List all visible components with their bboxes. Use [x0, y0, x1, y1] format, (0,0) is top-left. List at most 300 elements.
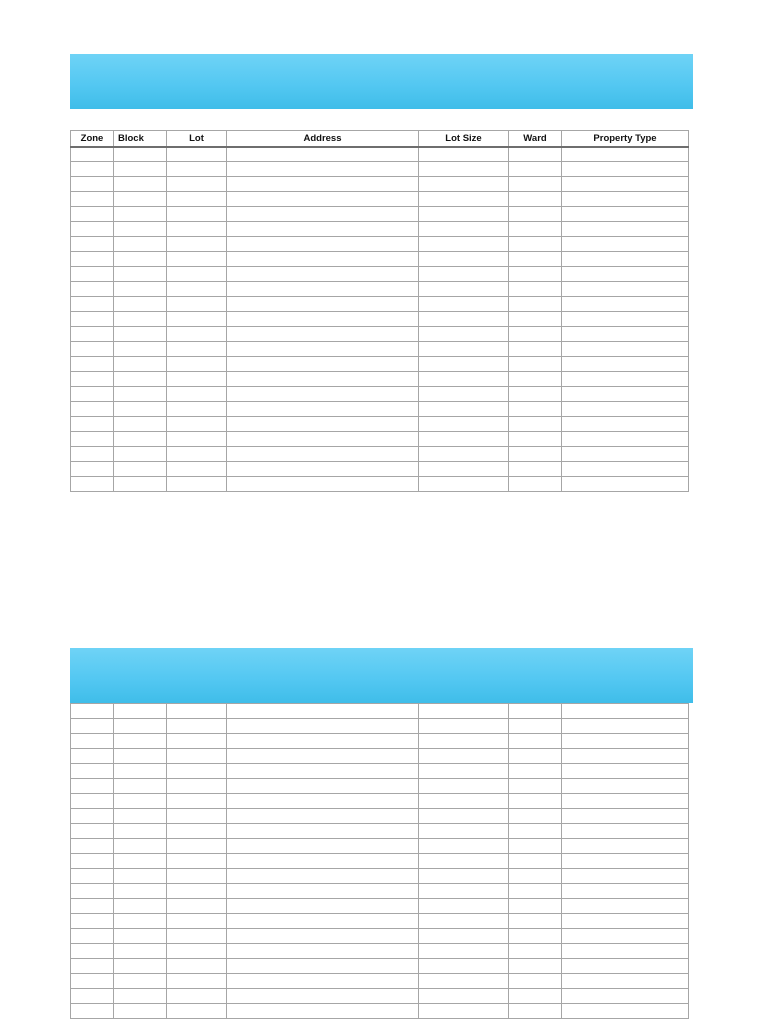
cell-property-type[interactable]	[562, 387, 689, 402]
cell-block[interactable]	[114, 282, 167, 297]
cell-lot-size[interactable]	[419, 824, 509, 839]
cell-ward[interactable]	[509, 719, 562, 734]
cell-lot-size[interactable]	[419, 974, 509, 989]
cell-zone[interactable]	[71, 237, 114, 252]
cell-zone[interactable]	[71, 854, 114, 869]
cell-lot[interactable]	[167, 342, 227, 357]
cell-lot[interactable]	[167, 1004, 227, 1019]
cell-lot[interactable]	[167, 704, 227, 719]
cell-ward[interactable]	[509, 357, 562, 372]
cell-lot[interactable]	[167, 719, 227, 734]
cell-address[interactable]	[227, 282, 419, 297]
cell-lot-size[interactable]	[419, 462, 509, 477]
cell-address[interactable]	[227, 312, 419, 327]
cell-block[interactable]	[114, 884, 167, 899]
cell-zone[interactable]	[71, 974, 114, 989]
cell-lot[interactable]	[167, 462, 227, 477]
cell-block[interactable]	[114, 929, 167, 944]
cell-zone[interactable]	[71, 282, 114, 297]
cell-address[interactable]	[227, 809, 419, 824]
cell-zone[interactable]	[71, 342, 114, 357]
cell-property-type[interactable]	[562, 809, 689, 824]
cell-zone[interactable]	[71, 207, 114, 222]
cell-property-type[interactable]	[562, 477, 689, 492]
cell-address[interactable]	[227, 402, 419, 417]
cell-address[interactable]	[227, 387, 419, 402]
cell-zone[interactable]	[71, 779, 114, 794]
cell-lot-size[interactable]	[419, 884, 509, 899]
cell-block[interactable]	[114, 447, 167, 462]
cell-block[interactable]	[114, 237, 167, 252]
cell-ward[interactable]	[509, 447, 562, 462]
cell-lot[interactable]	[167, 447, 227, 462]
cell-ward[interactable]	[509, 854, 562, 869]
cell-lot[interactable]	[167, 959, 227, 974]
cell-lot[interactable]	[167, 297, 227, 312]
cell-ward[interactable]	[509, 914, 562, 929]
cell-lot-size[interactable]	[419, 794, 509, 809]
cell-zone[interactable]	[71, 884, 114, 899]
cell-block[interactable]	[114, 1004, 167, 1019]
cell-zone[interactable]	[71, 147, 114, 162]
cell-block[interactable]	[114, 297, 167, 312]
cell-address[interactable]	[227, 372, 419, 387]
cell-property-type[interactable]	[562, 944, 689, 959]
cell-ward[interactable]	[509, 974, 562, 989]
cell-address[interactable]	[227, 267, 419, 282]
cell-address[interactable]	[227, 824, 419, 839]
cell-lot-size[interactable]	[419, 869, 509, 884]
cell-lot-size[interactable]	[419, 402, 509, 417]
cell-zone[interactable]	[71, 222, 114, 237]
cell-ward[interactable]	[509, 704, 562, 719]
cell-zone[interactable]	[71, 357, 114, 372]
cell-address[interactable]	[227, 327, 419, 342]
cell-lot[interactable]	[167, 899, 227, 914]
cell-lot[interactable]	[167, 357, 227, 372]
cell-zone[interactable]	[71, 704, 114, 719]
cell-lot-size[interactable]	[419, 282, 509, 297]
cell-property-type[interactable]	[562, 854, 689, 869]
cell-block[interactable]	[114, 719, 167, 734]
cell-lot[interactable]	[167, 779, 227, 794]
cell-ward[interactable]	[509, 809, 562, 824]
cell-zone[interactable]	[71, 372, 114, 387]
cell-zone[interactable]	[71, 252, 114, 267]
cell-lot[interactable]	[167, 989, 227, 1004]
cell-address[interactable]	[227, 297, 419, 312]
cell-property-type[interactable]	[562, 417, 689, 432]
cell-block[interactable]	[114, 899, 167, 914]
cell-block[interactable]	[114, 869, 167, 884]
cell-block[interactable]	[114, 779, 167, 794]
cell-zone[interactable]	[71, 477, 114, 492]
cell-ward[interactable]	[509, 147, 562, 162]
cell-property-type[interactable]	[562, 794, 689, 809]
cell-ward[interactable]	[509, 1004, 562, 1019]
cell-address[interactable]	[227, 432, 419, 447]
cell-block[interactable]	[114, 432, 167, 447]
cell-property-type[interactable]	[562, 447, 689, 462]
cell-lot-size[interactable]	[419, 914, 509, 929]
cell-ward[interactable]	[509, 477, 562, 492]
cell-ward[interactable]	[509, 252, 562, 267]
cell-block[interactable]	[114, 989, 167, 1004]
cell-block[interactable]	[114, 417, 167, 432]
cell-address[interactable]	[227, 192, 419, 207]
cell-block[interactable]	[114, 764, 167, 779]
cell-block[interactable]	[114, 222, 167, 237]
cell-block[interactable]	[114, 252, 167, 267]
cell-lot-size[interactable]	[419, 297, 509, 312]
cell-zone[interactable]	[71, 432, 114, 447]
cell-block[interactable]	[114, 372, 167, 387]
cell-zone[interactable]	[71, 387, 114, 402]
cell-ward[interactable]	[509, 177, 562, 192]
cell-lot[interactable]	[167, 914, 227, 929]
cell-property-type[interactable]	[562, 432, 689, 447]
cell-lot[interactable]	[167, 734, 227, 749]
cell-lot[interactable]	[167, 237, 227, 252]
cell-lot-size[interactable]	[419, 222, 509, 237]
cell-address[interactable]	[227, 417, 419, 432]
cell-ward[interactable]	[509, 297, 562, 312]
cell-property-type[interactable]	[562, 779, 689, 794]
cell-block[interactable]	[114, 704, 167, 719]
cell-lot-size[interactable]	[419, 207, 509, 222]
cell-lot[interactable]	[167, 177, 227, 192]
cell-block[interactable]	[114, 749, 167, 764]
cell-ward[interactable]	[509, 342, 562, 357]
cell-ward[interactable]	[509, 989, 562, 1004]
cell-lot-size[interactable]	[419, 989, 509, 1004]
cell-ward[interactable]	[509, 222, 562, 237]
cell-property-type[interactable]	[562, 764, 689, 779]
cell-zone[interactable]	[71, 989, 114, 1004]
cell-lot-size[interactable]	[419, 387, 509, 402]
cell-ward[interactable]	[509, 372, 562, 387]
cell-property-type[interactable]	[562, 929, 689, 944]
cell-property-type[interactable]	[562, 704, 689, 719]
cell-property-type[interactable]	[562, 974, 689, 989]
cell-lot[interactable]	[167, 267, 227, 282]
cell-property-type[interactable]	[562, 267, 689, 282]
cell-zone[interactable]	[71, 192, 114, 207]
cell-property-type[interactable]	[562, 989, 689, 1004]
cell-lot-size[interactable]	[419, 432, 509, 447]
cell-lot-size[interactable]	[419, 237, 509, 252]
cell-zone[interactable]	[71, 944, 114, 959]
cell-lot[interactable]	[167, 794, 227, 809]
cell-property-type[interactable]	[562, 357, 689, 372]
cell-property-type[interactable]	[562, 177, 689, 192]
cell-lot-size[interactable]	[419, 854, 509, 869]
cell-lot-size[interactable]	[419, 704, 509, 719]
cell-lot[interactable]	[167, 192, 227, 207]
cell-property-type[interactable]	[562, 959, 689, 974]
cell-property-type[interactable]	[562, 252, 689, 267]
cell-lot-size[interactable]	[419, 342, 509, 357]
cell-address[interactable]	[227, 899, 419, 914]
cell-lot-size[interactable]	[419, 477, 509, 492]
cell-block[interactable]	[114, 357, 167, 372]
cell-zone[interactable]	[71, 899, 114, 914]
cell-ward[interactable]	[509, 207, 562, 222]
cell-property-type[interactable]	[562, 327, 689, 342]
cell-ward[interactable]	[509, 734, 562, 749]
cell-ward[interactable]	[509, 327, 562, 342]
cell-address[interactable]	[227, 147, 419, 162]
cell-ward[interactable]	[509, 839, 562, 854]
cell-block[interactable]	[114, 734, 167, 749]
cell-property-type[interactable]	[562, 884, 689, 899]
cell-lot-size[interactable]	[419, 839, 509, 854]
cell-block[interactable]	[114, 207, 167, 222]
cell-lot-size[interactable]	[419, 327, 509, 342]
cell-lot[interactable]	[167, 282, 227, 297]
cell-lot-size[interactable]	[419, 944, 509, 959]
cell-block[interactable]	[114, 839, 167, 854]
cell-ward[interactable]	[509, 267, 562, 282]
cell-ward[interactable]	[509, 944, 562, 959]
cell-lot[interactable]	[167, 372, 227, 387]
cell-lot[interactable]	[167, 162, 227, 177]
cell-lot[interactable]	[167, 749, 227, 764]
cell-zone[interactable]	[71, 809, 114, 824]
cell-block[interactable]	[114, 387, 167, 402]
cell-lot-size[interactable]	[419, 162, 509, 177]
cell-property-type[interactable]	[562, 162, 689, 177]
cell-block[interactable]	[114, 267, 167, 282]
cell-lot-size[interactable]	[419, 417, 509, 432]
cell-ward[interactable]	[509, 282, 562, 297]
cell-lot[interactable]	[167, 402, 227, 417]
cell-ward[interactable]	[509, 959, 562, 974]
cell-property-type[interactable]	[562, 207, 689, 222]
cell-address[interactable]	[227, 914, 419, 929]
cell-address[interactable]	[227, 944, 419, 959]
cell-property-type[interactable]	[562, 297, 689, 312]
cell-zone[interactable]	[71, 177, 114, 192]
cell-property-type[interactable]	[562, 899, 689, 914]
cell-property-type[interactable]	[562, 192, 689, 207]
cell-block[interactable]	[114, 462, 167, 477]
cell-zone[interactable]	[71, 297, 114, 312]
cell-ward[interactable]	[509, 312, 562, 327]
cell-property-type[interactable]	[562, 147, 689, 162]
cell-lot-size[interactable]	[419, 779, 509, 794]
cell-address[interactable]	[227, 959, 419, 974]
cell-address[interactable]	[227, 854, 419, 869]
cell-address[interactable]	[227, 177, 419, 192]
cell-zone[interactable]	[71, 764, 114, 779]
cell-ward[interactable]	[509, 162, 562, 177]
cell-lot-size[interactable]	[419, 749, 509, 764]
cell-address[interactable]	[227, 447, 419, 462]
cell-ward[interactable]	[509, 192, 562, 207]
cell-ward[interactable]	[509, 764, 562, 779]
cell-block[interactable]	[114, 177, 167, 192]
cell-block[interactable]	[114, 327, 167, 342]
cell-property-type[interactable]	[562, 824, 689, 839]
cell-address[interactable]	[227, 207, 419, 222]
cell-lot-size[interactable]	[419, 899, 509, 914]
cell-property-type[interactable]	[562, 222, 689, 237]
cell-ward[interactable]	[509, 387, 562, 402]
cell-lot[interactable]	[167, 147, 227, 162]
cell-zone[interactable]	[71, 312, 114, 327]
cell-lot[interactable]	[167, 974, 227, 989]
cell-ward[interactable]	[509, 462, 562, 477]
cell-property-type[interactable]	[562, 312, 689, 327]
cell-ward[interactable]	[509, 869, 562, 884]
cell-lot[interactable]	[167, 839, 227, 854]
cell-zone[interactable]	[71, 1004, 114, 1019]
cell-lot-size[interactable]	[419, 312, 509, 327]
cell-lot-size[interactable]	[419, 252, 509, 267]
cell-lot[interactable]	[167, 869, 227, 884]
cell-address[interactable]	[227, 794, 419, 809]
cell-zone[interactable]	[71, 824, 114, 839]
cell-lot-size[interactable]	[419, 1004, 509, 1019]
cell-ward[interactable]	[509, 899, 562, 914]
cell-ward[interactable]	[509, 417, 562, 432]
cell-block[interactable]	[114, 342, 167, 357]
cell-address[interactable]	[227, 884, 419, 899]
cell-zone[interactable]	[71, 794, 114, 809]
cell-block[interactable]	[114, 944, 167, 959]
cell-block[interactable]	[114, 312, 167, 327]
cell-lot[interactable]	[167, 312, 227, 327]
cell-ward[interactable]	[509, 779, 562, 794]
cell-lot[interactable]	[167, 944, 227, 959]
cell-ward[interactable]	[509, 749, 562, 764]
cell-address[interactable]	[227, 734, 419, 749]
cell-zone[interactable]	[71, 749, 114, 764]
cell-zone[interactable]	[71, 462, 114, 477]
cell-property-type[interactable]	[562, 462, 689, 477]
cell-block[interactable]	[114, 974, 167, 989]
cell-zone[interactable]	[71, 914, 114, 929]
cell-address[interactable]	[227, 839, 419, 854]
cell-zone[interactable]	[71, 869, 114, 884]
cell-ward[interactable]	[509, 824, 562, 839]
cell-lot-size[interactable]	[419, 764, 509, 779]
cell-lot[interactable]	[167, 809, 227, 824]
cell-ward[interactable]	[509, 237, 562, 252]
cell-block[interactable]	[114, 147, 167, 162]
cell-block[interactable]	[114, 794, 167, 809]
cell-lot[interactable]	[167, 929, 227, 944]
cell-property-type[interactable]	[562, 282, 689, 297]
cell-property-type[interactable]	[562, 342, 689, 357]
cell-lot[interactable]	[167, 207, 227, 222]
cell-address[interactable]	[227, 342, 419, 357]
cell-lot-size[interactable]	[419, 192, 509, 207]
cell-zone[interactable]	[71, 719, 114, 734]
cell-ward[interactable]	[509, 794, 562, 809]
cell-ward[interactable]	[509, 884, 562, 899]
cell-address[interactable]	[227, 237, 419, 252]
cell-lot-size[interactable]	[419, 809, 509, 824]
cell-block[interactable]	[114, 192, 167, 207]
cell-zone[interactable]	[71, 417, 114, 432]
cell-lot-size[interactable]	[419, 177, 509, 192]
cell-lot[interactable]	[167, 222, 227, 237]
cell-address[interactable]	[227, 222, 419, 237]
cell-address[interactable]	[227, 252, 419, 267]
cell-zone[interactable]	[71, 402, 114, 417]
cell-property-type[interactable]	[562, 1004, 689, 1019]
cell-ward[interactable]	[509, 929, 562, 944]
cell-lot[interactable]	[167, 387, 227, 402]
cell-lot[interactable]	[167, 824, 227, 839]
cell-property-type[interactable]	[562, 402, 689, 417]
cell-ward[interactable]	[509, 432, 562, 447]
cell-lot[interactable]	[167, 252, 227, 267]
cell-property-type[interactable]	[562, 749, 689, 764]
cell-block[interactable]	[114, 402, 167, 417]
cell-lot[interactable]	[167, 884, 227, 899]
cell-zone[interactable]	[71, 929, 114, 944]
cell-address[interactable]	[227, 462, 419, 477]
cell-property-type[interactable]	[562, 237, 689, 252]
cell-property-type[interactable]	[562, 839, 689, 854]
cell-zone[interactable]	[71, 162, 114, 177]
cell-block[interactable]	[114, 162, 167, 177]
cell-address[interactable]	[227, 477, 419, 492]
cell-lot-size[interactable]	[419, 447, 509, 462]
cell-address[interactable]	[227, 764, 419, 779]
cell-zone[interactable]	[71, 959, 114, 974]
cell-address[interactable]	[227, 719, 419, 734]
cell-address[interactable]	[227, 1004, 419, 1019]
cell-lot[interactable]	[167, 854, 227, 869]
cell-lot[interactable]	[167, 477, 227, 492]
cell-lot-size[interactable]	[419, 929, 509, 944]
cell-lot-size[interactable]	[419, 734, 509, 749]
cell-lot[interactable]	[167, 432, 227, 447]
cell-block[interactable]	[114, 854, 167, 869]
cell-address[interactable]	[227, 357, 419, 372]
cell-zone[interactable]	[71, 839, 114, 854]
cell-lot[interactable]	[167, 417, 227, 432]
cell-lot-size[interactable]	[419, 147, 509, 162]
cell-block[interactable]	[114, 959, 167, 974]
cell-property-type[interactable]	[562, 734, 689, 749]
cell-address[interactable]	[227, 989, 419, 1004]
cell-lot-size[interactable]	[419, 267, 509, 282]
cell-zone[interactable]	[71, 734, 114, 749]
cell-lot[interactable]	[167, 327, 227, 342]
cell-block[interactable]	[114, 914, 167, 929]
cell-property-type[interactable]	[562, 914, 689, 929]
cell-block[interactable]	[114, 477, 167, 492]
cell-address[interactable]	[227, 162, 419, 177]
cell-lot[interactable]	[167, 764, 227, 779]
cell-lot-size[interactable]	[419, 357, 509, 372]
cell-lot-size[interactable]	[419, 719, 509, 734]
cell-lot-size[interactable]	[419, 959, 509, 974]
cell-address[interactable]	[227, 704, 419, 719]
cell-address[interactable]	[227, 779, 419, 794]
cell-address[interactable]	[227, 869, 419, 884]
cell-zone[interactable]	[71, 267, 114, 282]
cell-lot-size[interactable]	[419, 372, 509, 387]
cell-zone[interactable]	[71, 327, 114, 342]
cell-zone[interactable]	[71, 447, 114, 462]
cell-property-type[interactable]	[562, 719, 689, 734]
